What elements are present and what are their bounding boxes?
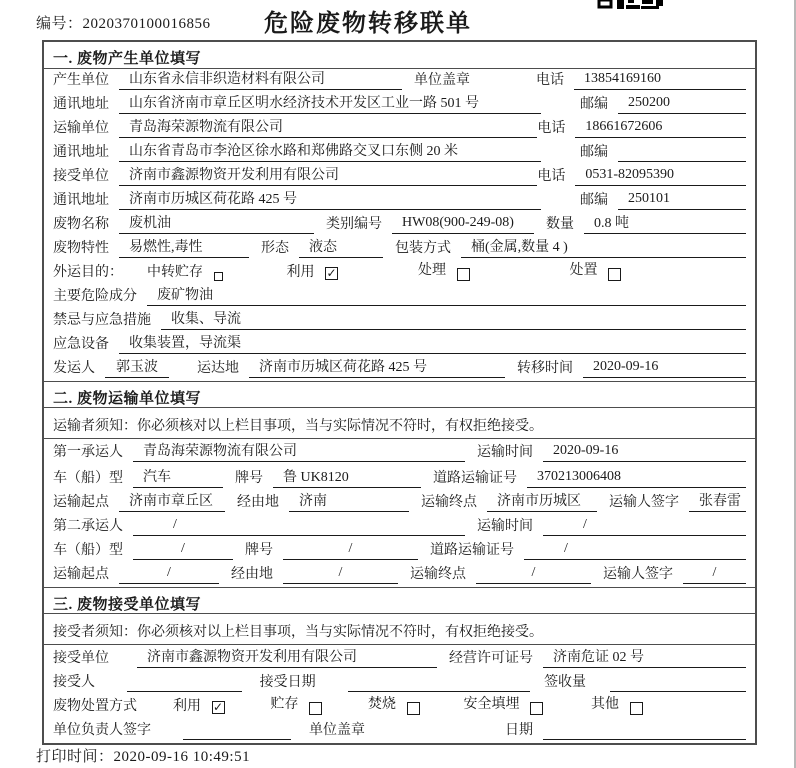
print-time-label: 打印时间： (36, 749, 114, 765)
address-label: 通讯地址 (53, 97, 109, 112)
traits-label: 废物特性 (53, 241, 109, 256)
postcode-label: 邮编 (580, 97, 608, 112)
purpose-option-utilize (287, 261, 339, 282)
purpose-label: 外运目的： (53, 265, 123, 280)
transporter-notice: 运输者须知：你必须核对以上栏目事项，当与实际情况不符时，有权拒绝接受。 (44, 408, 755, 439)
disposal-option-label: 其他 (591, 696, 619, 712)
responsible-sign-value (183, 721, 291, 740)
transporter-sign-label: 运输人签字 (609, 495, 679, 510)
license-label: 经营许可证号 (449, 651, 533, 666)
purpose-option-treat (418, 259, 470, 283)
quantity-value: 0.8 吨 (584, 212, 746, 234)
route-end-value: 济南市历城区 (487, 490, 597, 512)
vehicle-row-2 (44, 539, 755, 563)
taboo-measures-label: 禁忌与应急措施 (53, 313, 151, 328)
dispatch-row (44, 357, 755, 381)
checkbox-unchecked-icon (630, 702, 643, 715)
route-end-value: / (476, 565, 591, 584)
section3-header: 三. 废物接受单位填写 (44, 587, 755, 614)
purpose-option-dispose (570, 259, 622, 283)
disposal-option-label: 利用 (173, 699, 201, 714)
qr-code-fragment-icon (597, 0, 663, 10)
receiving-unit-value: 济南市鑫源物资开发利用有限公司 (137, 646, 437, 668)
vehicle-type-value: / (133, 541, 233, 560)
second-carrier-row (44, 515, 755, 539)
transporter-address-row (44, 141, 755, 165)
route-end-label: 运输终点 (421, 495, 477, 510)
receipt-date-value (348, 673, 530, 692)
disposal-option-incinerate (368, 693, 420, 717)
consignor-label: 发运人 (53, 361, 95, 376)
purpose-option-label: 中转贮存 (147, 264, 203, 280)
waste-traits-row (44, 237, 755, 261)
unit-seal-label: 单位盖章 (414, 73, 470, 88)
transport-time-value: / (543, 517, 746, 536)
first-carrier-value: 青岛海荣源物流有限公司 (133, 440, 465, 462)
transport-time-label: 运输时间 (477, 445, 533, 460)
disposal-option-landfill (464, 693, 544, 717)
producer-row (44, 69, 755, 93)
transfer-time-value: 2020-09-16 (583, 359, 746, 378)
purpose-option-label: 利用 (286, 265, 315, 280)
address-value: 济南市历城区荷花路 425 号 (119, 188, 541, 210)
checkbox-unchecked-icon (530, 702, 543, 715)
emergency-equipment-row (44, 333, 755, 357)
receipt-date-label: 接受日期 (259, 675, 316, 690)
receiver-phone-label: 电话 (537, 169, 566, 184)
route-via-value: 济南 (289, 490, 409, 512)
unit-seal-label: 单位盖章 (309, 723, 365, 738)
waste-name-row (44, 213, 755, 237)
road-permit-label: 道路运输证号 (430, 543, 514, 558)
received-qty-label: 签收量 (544, 675, 587, 690)
transfer-purpose-row (44, 261, 755, 285)
received-qty-value (610, 673, 746, 692)
print-time-value: 2020-09-16 10:49:51 (113, 749, 251, 765)
checkbox-checked-icon (325, 267, 338, 280)
vehicle-type-label: 车（船）型 (53, 471, 123, 486)
checkbox-unchecked-icon (457, 268, 470, 281)
main-hazard-label: 主要危险成分 (53, 289, 137, 304)
transporter-sign-label: 运输人签字 (603, 567, 673, 582)
quantity-label: 数量 (546, 217, 574, 232)
first-carrier-row (44, 439, 755, 465)
receiver-label: 接受单位 (53, 169, 109, 184)
disposal-option-utilize (173, 695, 225, 716)
taboo-measures-value: 收集、导流 (161, 308, 746, 330)
responsible-sign-label: 单位负责人签字 (53, 723, 151, 738)
transport-time-label: 运输时间 (477, 519, 533, 534)
plate-label: 牌号 (235, 471, 263, 486)
main-hazard-value: 废矿物油 (147, 284, 746, 306)
license-value: 济南危证 02 号 (543, 646, 746, 668)
checkbox-unchecked-icon (214, 272, 223, 281)
category-code-label: 类别编号 (326, 217, 382, 232)
route-row-2 (44, 563, 755, 587)
plate-label: 牌号 (245, 543, 273, 558)
road-permit-value: 370213006408 (527, 469, 746, 488)
transporter-label: 运输单位 (53, 121, 109, 136)
print-time (36, 745, 250, 766)
destination-value: 济南市历城区荷花路 425 号 (249, 356, 505, 378)
receipt-person-label: 接受人 (53, 675, 95, 690)
checkbox-unchecked-icon (309, 702, 322, 715)
taboo-measures-row (44, 309, 755, 333)
postcode-value: 250101 (618, 191, 746, 210)
purpose-option-storage (147, 261, 223, 283)
checkbox-unchecked-icon (407, 702, 420, 715)
serial-label: 编号： (36, 16, 83, 32)
postcode-value (618, 143, 746, 162)
transporter-phone-value: 18661672606 (575, 119, 746, 138)
route-via-label: 经由地 (231, 567, 273, 582)
disposal-option-label: 贮存 (270, 696, 299, 712)
main-hazard-row (44, 285, 755, 309)
road-permit-value: / (524, 541, 746, 560)
postcode-value: 250200 (618, 95, 746, 114)
receiver-address-row (44, 189, 755, 213)
disposal-method-label: 废物处置方式 (53, 699, 137, 714)
disposal-option-label: 安全填埋 (463, 696, 520, 712)
vehicle-type-label: 车（船）型 (53, 543, 123, 558)
address-value: 山东省青岛市李沧区徐水路和郑佛路交叉口东侧 20 米 (119, 140, 541, 162)
emergency-equipment-value: 收集装置，导流渠 (119, 332, 746, 354)
transporter-sign-value: / (683, 565, 746, 584)
route-row (44, 491, 755, 515)
transfer-form-table (42, 40, 757, 745)
section1-header: 一. 废物产生单位填写 (44, 42, 755, 69)
transfer-time-label: 转移时间 (517, 361, 573, 376)
route-start-value: 济南市章丘区 (119, 490, 225, 512)
second-carrier-value: / (133, 517, 465, 536)
producer-phone-value: 13854169160 (574, 71, 746, 90)
form-value: 液态 (299, 236, 383, 258)
disposal-option-label: 焚烧 (368, 696, 396, 712)
postcode-label: 邮编 (580, 193, 608, 208)
category-code-value: HW08(900-249-08) (392, 215, 534, 234)
address-value: 山东省济南市章丘区明水经济技术开发区工业一路 501 号 (119, 92, 541, 114)
producer-value: 山东省永信非织造材料有限公司 (119, 68, 402, 90)
vehicle-type-value: 汽车 (133, 466, 223, 488)
receiving-unit-label: 接受单位 (53, 651, 109, 666)
route-end-label: 运输终点 (410, 567, 466, 582)
destination-label: 运达地 (197, 361, 239, 376)
receiver-row (44, 165, 755, 189)
route-start-value: / (119, 565, 219, 584)
road-permit-label: 道路运输证号 (433, 471, 517, 486)
section2-header: 二. 废物运输单位填写 (44, 381, 755, 408)
vehicle-row (44, 465, 755, 491)
first-carrier-label: 第一承运人 (53, 445, 123, 460)
disposal-option-store (271, 693, 323, 717)
purpose-option-label: 处置 (569, 262, 598, 278)
receiver-value: 济南市鑫源物资开发利用有限公司 (119, 164, 537, 186)
receipt-person-value (127, 673, 242, 692)
emergency-equipment-label: 应急设备 (53, 337, 109, 352)
traits-value: 易燃性,毒性 (119, 236, 249, 258)
purpose-option-label: 处理 (418, 262, 446, 278)
route-start-label: 运输起点 (53, 567, 109, 582)
address-label: 通讯地址 (53, 193, 109, 208)
route-start-label: 运输起点 (53, 495, 109, 510)
consignor-value: 郭玉波 (105, 356, 169, 378)
checkbox-checked-icon (212, 701, 225, 714)
receiving-unit-row (44, 645, 755, 671)
serial-value: 2020370100016856 (82, 16, 211, 32)
packing-label: 包装方式 (395, 241, 451, 256)
transport-time-value: 2020-09-16 (543, 443, 746, 462)
checkmark-icon: ✓ (326, 266, 337, 280)
route-via-value: / (283, 565, 398, 584)
transporter-row (44, 117, 755, 141)
signoff-date-value (543, 721, 746, 740)
page-title: 危险废物转移联单 (264, 11, 472, 37)
receipt-row (44, 671, 755, 695)
receiver-phone-value: 0531-82095390 (575, 167, 746, 186)
producer-address-row (44, 93, 755, 117)
signoff-row (44, 719, 755, 743)
signoff-date-label: 日期 (505, 723, 533, 738)
checkbox-unchecked-icon (608, 268, 621, 281)
second-carrier-label: 第二承运人 (53, 519, 123, 534)
plate-value: 鲁 UK8120 (273, 466, 421, 488)
waste-name-label: 废物名称 (53, 217, 109, 232)
plate-value: / (283, 541, 418, 560)
transporter-phone-label: 电话 (537, 121, 566, 136)
transporter-sign-value: 张春雷 (689, 490, 746, 512)
packing-value: 桶(金属,数量 4 ) (461, 236, 746, 258)
receiver-notice: 接受者须知：你必须核对以上栏目事项，当与实际情况不符时，有权拒绝接受。 (44, 614, 755, 645)
disposal-method-row (44, 695, 755, 719)
producer-phone-label: 电话 (536, 73, 564, 88)
checkmark-icon: ✓ (212, 700, 224, 714)
postcode-label: 邮编 (580, 145, 608, 160)
form-label: 形态 (261, 241, 289, 256)
address-label: 通讯地址 (53, 145, 109, 160)
producer-label: 产生单位 (53, 73, 109, 88)
waste-name-value: 废机油 (119, 212, 314, 234)
transporter-value: 青岛海荣源物流有限公司 (119, 116, 537, 138)
disposal-option-other (591, 693, 643, 717)
route-via-label: 经由地 (237, 495, 279, 510)
